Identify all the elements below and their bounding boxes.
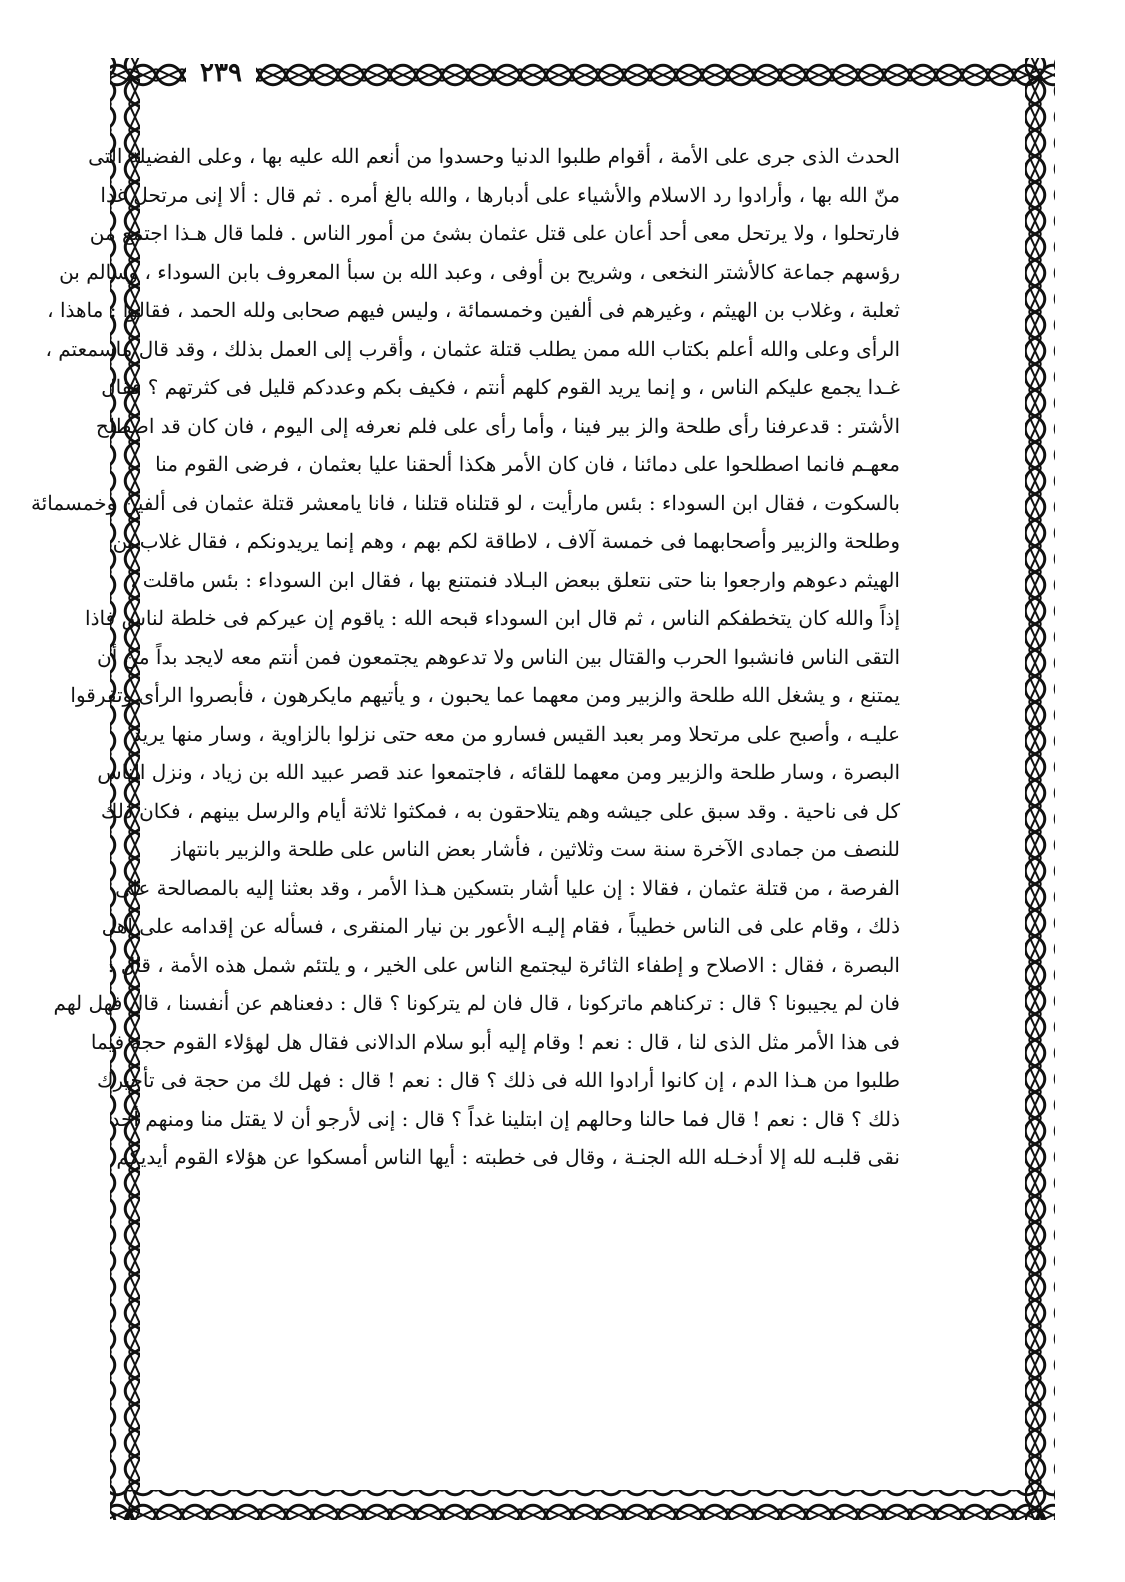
text-line: الحدث الذى جرى على الأمة ، أقوام طلبوا الدنيا وحسدوا من أنعم الله عليه بها ، وعلى الفضيلة التى bbox=[88, 144, 900, 168]
text-line: إذاً والله كان يتخطفكم الناس ، ثم قال ابن السوداء قبحه الله : ياقوم إن عيركم فى خلطة لناس فاذا bbox=[85, 606, 900, 630]
text-line: ذلك ؟ قال : نعم ! قال فما حالنا وحالهم إن ابتلينا غداً ؟ قال : إنى لأرجو أن لا يقتل منا ومنهم أحد bbox=[110, 1106, 900, 1131]
text-line: وطلحة والزبير وأصحابهما فى خمسة آلاف ، لاطاقة لكم بهم ، وهم إنما يريدونكم ، فقال غلاب بن bbox=[112, 529, 900, 553]
text-line: الرأى وعلى والله أعلم بكتاب الله ممن يطلب قتلة عثمان ، وأقرب إلى العمل بذلك ، وقد قال ماسمعتم ، bbox=[45, 336, 900, 361]
text-line: منّ الله بها ، وأرادوا رد الاسلام والأشياء على أدبارها ، والله بالغ أمره . ثم قال : ألا إنى مرتحل غدا bbox=[100, 182, 900, 207]
text-line: ثعلبة ، وغلاب بن الهيثم ، وغيرهم فى ألفين وخمسمائة ، وليس فيهم صحابى ولله الحمد ، فقالوا : ماهذا ، bbox=[47, 298, 900, 322]
text-line: عليـه ، وأصبح على مرتحلا ومر بعبد القيس فسارو من معه حتى نزلوا بالزاوية ، وسار منها يريد bbox=[132, 721, 900, 746]
page-number: ٢٣٩ bbox=[186, 56, 256, 90]
text-line: يمتنع ، و يشغل الله طلحة والزبير ومن معهما عما يحبون ، و يأتيهم مايكرهون ، فأبصروا الرأى وتفرقوا bbox=[70, 683, 900, 707]
body-text bbox=[30, 137, 900, 1177]
text-line: كل فى ناحية . وقد سبق على جيشه وهم يتلاحقون به ، فمكثوا ثلاثة أيام والرسل بينهم ، فكان ذلك bbox=[100, 798, 900, 823]
text-line: فى هذا الأمر مثل الذى لنا ، قال : نعم ! وقام إليه أبو سلام الدالانى فقال هل لهؤلاء القوم حجة فيما bbox=[90, 1029, 900, 1054]
text-line: البصرة ، فقال : الاصلاح و إطفاء الثائرة ليجتمع الناس على الخير ، و يلتئم شمل هذه الأمة ، قال : bbox=[107, 952, 900, 977]
text-line: البصرة ، وسار طلحة والزبير ومن معهما للقائه ، فاجتمعوا عند قصر عبيد الله بن زياد ، ونزل الناس bbox=[97, 760, 900, 784]
border-bottom bbox=[110, 1490, 1055, 1520]
text-line: التقى الناس فانشبوا الحرب والقتال بين الناس ولا تدعوهم يجتمعون فمن أنتم معه لايجد بداً من أن bbox=[97, 644, 900, 669]
text-line: فارتحلوا ، ولا يرتحل معى أحد أعان على قتل عثمان بشئ من أمور الناس . فلما قال هـذا اجتمع من bbox=[89, 221, 900, 245]
text-line: غـدا يجمع عليكم الناس ، و إنما يريد القوم كلهم أنتم ، فكيف بكم وعددكم قليل فى كثرتهم ؟ فقال bbox=[101, 375, 900, 399]
text-line: نقى قلبـه لله إلا أدخـله الله الجنـة ، وقال فى خطبته : أيها الناس أمسكوا عن هؤلاء القوم أيديكم bbox=[116, 1145, 900, 1169]
text-line: ذلك ، وقام على فى الناس خطيباً ، فقام إليـه الأعور بن نيار المنقرى ، فسأله عن إقدامه على أهل bbox=[101, 914, 900, 938]
text-line: فان لم يجيبونا ؟ قال : تركناهم ماتركونا ، قال فان لم يتركونا ؟ قال : دفعناهم عن أنفسنا ، قال فهل لهم bbox=[53, 991, 900, 1015]
text-line: بالسكوت ، فقال ابن السوداء : بئس مارأيت ، لو قتلناه قتلنا ، فانا يامعشر قتلة عثمان فى ألفين وخمسمائة bbox=[30, 490, 900, 515]
text-line: رؤسهم جماعة كالأشتر النخعى ، وشريح بن أوفى ، وعبد الله بن سبأ المعروف بابن السوداء ، وسالم بن bbox=[59, 259, 900, 284]
border-right bbox=[1025, 58, 1055, 1520]
text-line: طلبوا من هـذا الدم ، إن كانوا أرادوا الله فى ذلك ؟ قال : نعم ! قال : فهل لك من حجة فى تأخيرك bbox=[97, 1068, 900, 1092]
text-line: للنصف من جمادى الآخرة سنة ست وثلاثين ، فأشار بعض الناس على طلحة والزبير بانتهاز bbox=[171, 837, 900, 861]
text-line: الأشتر : قدعرفنا رأى طلحة والز بير فينا ، وأما رأى على فلم نعرفه إلى اليوم ، فان كان قد اصطلح bbox=[95, 413, 900, 438]
text-line: الفرصة ، من قتلة عثمان ، فقالا : إن عليا أشار بتسكين هـذا الأمر ، وقد بعثنا إليه بالمصالحة على bbox=[115, 875, 900, 900]
text-line: الهيثم دعوهم وارجعوا بنا حتى نتعلق ببعض البـلاد فنمتنع بها ، فقال ابن السوداء : بئس ماقلت ، bbox=[129, 567, 900, 592]
text-line: معهـم فانما اصطلحوا على دمائنا ، فان كان الأمر هكذا ألحقنا عليا بعثمان ، فرضى القوم منا bbox=[155, 452, 900, 476]
